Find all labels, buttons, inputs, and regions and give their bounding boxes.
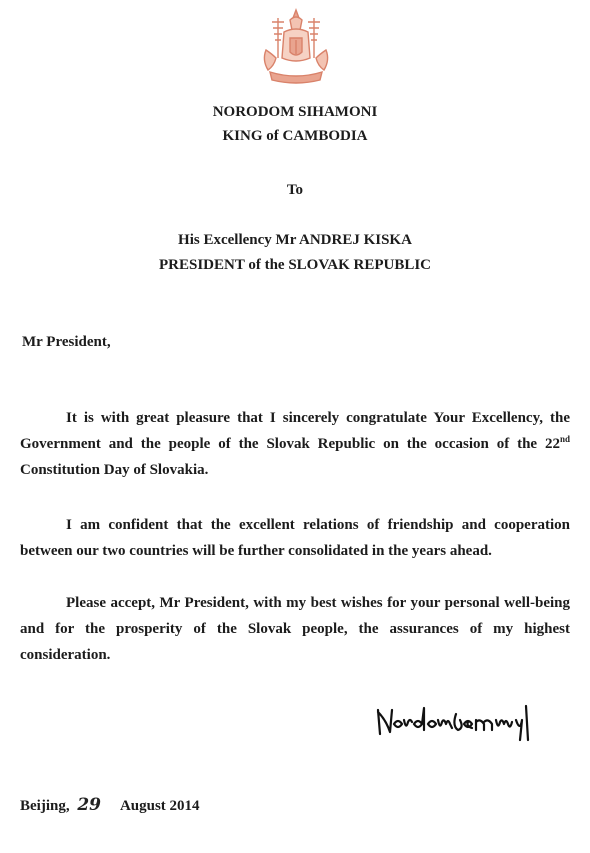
recipient-name: His Excellency Mr ANDREJ KISKA — [178, 232, 412, 248]
salutation: Mr President, — [22, 334, 111, 350]
handwritten-signature-icon — [372, 700, 534, 744]
paragraph-congratulations-text: It is with great pleasure that I sincerely congratulate Your Excellency, the Government and the people of the Slovak Republic on the occasion of the 22 — [20, 410, 570, 452]
paragraph-relations: I am confident that the excellent relations of friendship and cooperation between our two countries will be further consolidated in the years ahead. — [20, 517, 570, 559]
ordinal-suffix: nd — [559, 434, 570, 444]
dateline — [20, 795, 200, 815]
dateline-day-handwritten: 29 — [77, 795, 102, 815]
paragraph-congratulations — [20, 405, 570, 483]
paragraph-closing: Please accept, Mr President, with my best wishes for your personal well-being and for the prosperity of the Slovak people, the assurances of my highest consideration. — [20, 595, 570, 663]
royal-arms-emblem-icon — [256, 8, 336, 88]
recipient-title: PRESIDENT of the SLOVAK REPUBLIC — [159, 257, 431, 273]
paragraph-congratulations-end: Constitution Day of Slovakia. — [20, 462, 209, 478]
sender-title: KING of CAMBODIA — [222, 128, 368, 144]
dateline-month-year: August 2014 — [119, 798, 200, 814]
to-label: To — [286, 182, 304, 198]
dateline-place: Beijing, — [20, 798, 70, 814]
sender-name: NORODOM SIHAMONI — [212, 104, 378, 120]
